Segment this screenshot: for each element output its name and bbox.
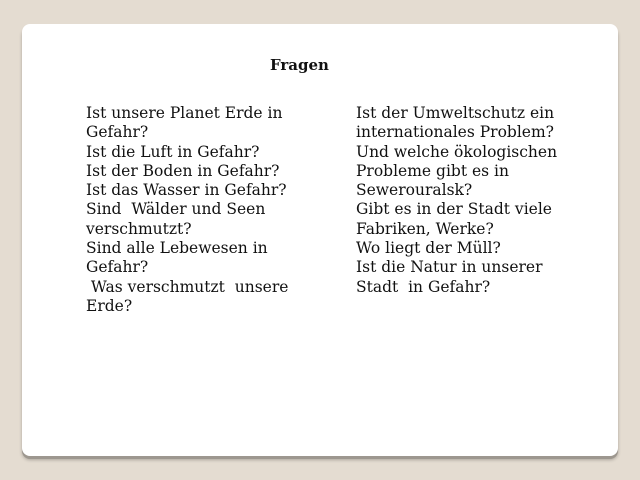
text-line: Ist unsere Planet Erde in: [86, 104, 283, 122]
text-line: Ist die Luft in Gefahr?: [86, 142, 260, 161]
text-line: Sind alle Lebewesen in: [86, 239, 268, 258]
text-line: Was verschmutzt unsere: [86, 277, 289, 296]
questions-right-column: [356, 104, 606, 297]
text-line: Fabriken, Werke?: [356, 219, 494, 238]
text-line: Sind Wälder und Seen: [86, 200, 266, 219]
questions-left-column: [86, 104, 336, 316]
text-line: Gibt es in der Stadt viele: [356, 200, 552, 219]
text-line: Ist der Boden in Gefahr?: [86, 161, 280, 180]
text-line: Gefahr?: [86, 258, 149, 277]
text-line: Ist der Umweltschutz ein: [356, 104, 555, 122]
text-line: Sewerouralsk?: [356, 181, 473, 200]
text-line: Gefahr?: [86, 123, 149, 142]
text-line: Stadt in Gefahr?: [356, 277, 491, 296]
slide-card: [22, 24, 618, 456]
text-line: Und welche ökologischen: [356, 142, 558, 161]
text-line: Probleme gibt es in: [356, 161, 509, 180]
text-line: Wo liegt der Müll?: [356, 239, 501, 258]
text-line: Ist die Natur in unserer: [356, 258, 543, 277]
slide-title: Fragen: [270, 56, 329, 74]
text-line: verschmutzt?: [86, 219, 192, 238]
text-line: Erde?: [86, 296, 133, 315]
text-line: internationales Problem?: [356, 123, 554, 142]
text-line: Ist das Wasser in Gefahr?: [86, 181, 287, 200]
